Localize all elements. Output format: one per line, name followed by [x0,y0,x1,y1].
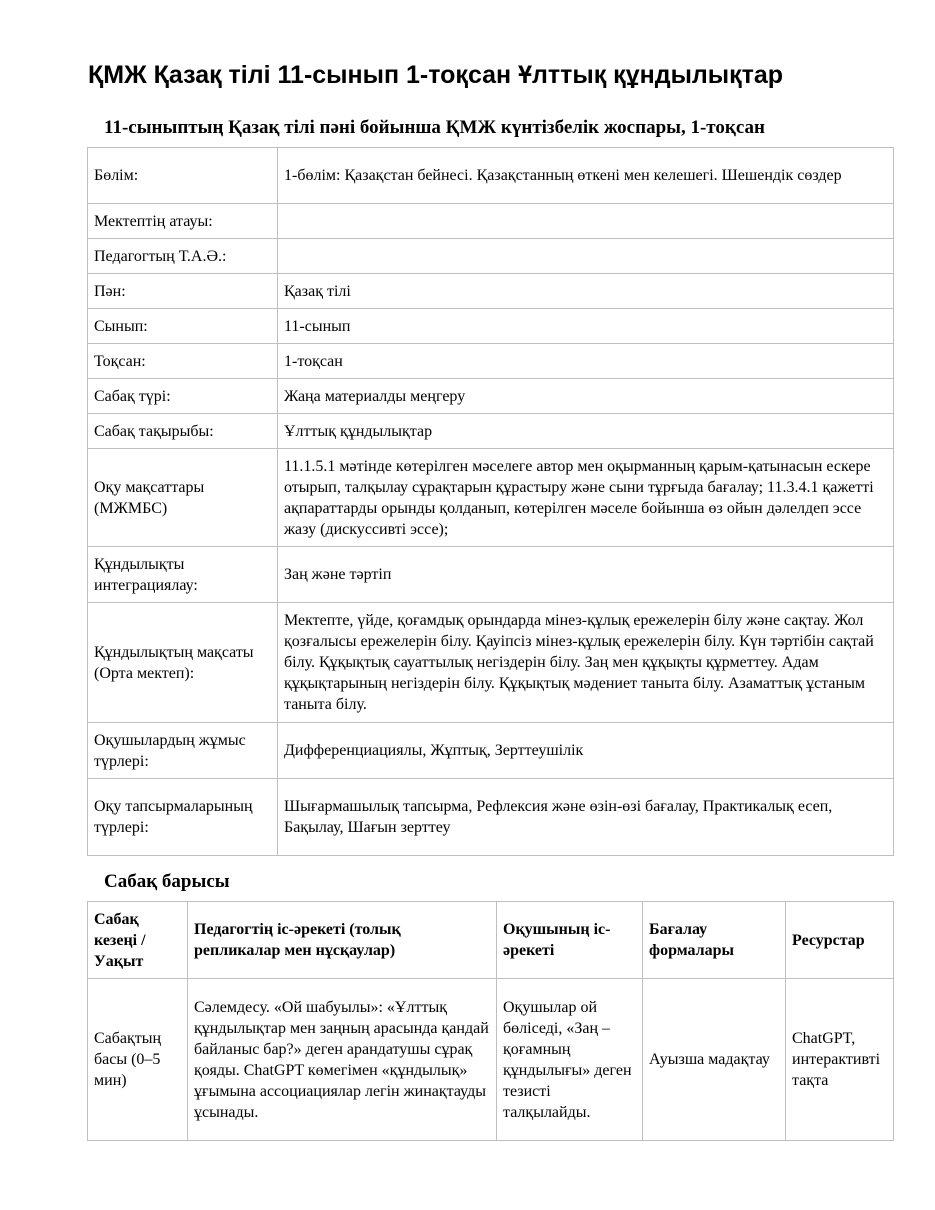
info-value [278,239,894,274]
header-stage-time: Сабақ кезеңі / Уақыт [88,902,188,979]
info-value: Ұлттық құндылықтар [278,414,894,449]
info-value: Заң және тәртіп [278,547,894,603]
info-label: Тоқсан: [88,344,278,379]
info-row-value-integration [88,547,894,603]
info-row-subject [88,274,894,309]
info-row-quarter [88,344,894,379]
info-label: Пән: [88,274,278,309]
lesson-info-table [87,147,894,856]
document-title: ҚМЖ Қазақ тілі 11-сынып 1-тоқсан Ұлттық құндылықтар [88,61,784,89]
lesson-header-row [88,902,894,979]
info-row-lesson-type [88,379,894,414]
info-value: 11-сынып [278,309,894,344]
info-row-grade [88,309,894,344]
info-value: Жаңа материалды меңгеру [278,379,894,414]
info-value: 11.1.5.1 мәтінде көтерілген мәселеге автор мен оқырманның қарым-қатынасын ескере отырып, талқылау сұрақтарын құрастыру және сыни тұрғыда бағалау; 11.3.4.1 қажетті ақпараттарды орынды қолданып, көтерілген мәселе бойынша өз ойын дәлелдеп эссе жазу (дискуссивті эссе); [278,449,894,547]
plan-title: 11-сыныптың Қазақ тілі пәні бойынша ҚМЖ күнтізбелік жоспары, 1-тоқсан [104,117,765,138]
header-assessment: Бағалау формалары [643,902,786,979]
info-row-work-types [88,723,894,779]
info-value: Мектепте, үйде, қоғамдық орындарда мінез-құлық ережелерін білу және сақтау. Жол қозғалысы ережелерін білу. Қауіпсіз мінез-құлық ережелерін білу. Күн тәртібін сақтай білу. Құқықтық сауаттылық негіздерін білу. Заң мен құқықты құрметтеу. Адам құқықтарының негіздерін білу. Құқықтық мәдениет таныта білу. Азаматтық ұстаным таныта білу. [278,603,894,723]
info-value: Дифференциациялы, Жұптық, Зерттеушілік [278,723,894,779]
info-row-teacher [88,239,894,274]
info-value: Шығармашылық тапсырма, Рефлексия және өзін-өзі бағалау, Практикалық есеп, Бақылау, Шағын зерттеу [278,779,894,856]
info-row-task-types [88,779,894,856]
info-label: Оқушылардың жұмыс түрлері: [88,723,278,779]
lesson-progress-title: Сабақ барысы [104,871,230,892]
info-value: 1-бөлім: Қазақстан бейнесі. Қазақстанның өткені мен келешегі. Шешендік сөздер [278,148,894,204]
info-value: 1-тоқсан [278,344,894,379]
teacher-activity: Сәлемдесу. «Ой шабуылы»: «Ұлттық құндылықтар мен заңның арасында қандай байланыс бар?» деген арандатушы сұрақ қояды. ChatGPT көмегімен «құндылық» ұғымына ассоциациялар легін жинақтауды ұсынады. [188,979,497,1141]
info-label: Бөлім: [88,148,278,204]
info-row-value-goal [88,603,894,723]
lesson-row-start [88,979,894,1141]
info-row-school [88,204,894,239]
resources: ChatGPT, интерактивті тақта [786,979,894,1141]
info-label: Оқу мақсаттары (МЖМБС) [88,449,278,547]
lesson-stage: Сабақтың басы (0–5 мин) [88,979,188,1141]
info-label: Педагогтың Т.А.Ә.: [88,239,278,274]
assessment-form: Ауызша мадақтау [643,979,786,1141]
student-activity: Оқушылар ой бөліседі, «Заң – қоғамның құндылығы» деген тезисті талқылайды. [497,979,643,1141]
lesson-progress-table [87,901,894,1141]
info-row-learning-objectives [88,449,894,547]
info-label: Құндылықты интеграциялау: [88,547,278,603]
header-student-activity: Оқушының іс-әрекеті [497,902,643,979]
info-row-lesson-topic [88,414,894,449]
info-value [278,204,894,239]
info-value: Қазақ тілі [278,274,894,309]
info-label: Сынып: [88,309,278,344]
info-label: Сабақ түрі: [88,379,278,414]
info-row-section [88,148,894,204]
info-label: Оқу тапсырмаларының түрлері: [88,779,278,856]
header-teacher-activity: Педагогтің іс-әрекеті (толық репликалар мен нұсқаулар) [188,902,497,979]
info-label: Құндылықтың мақсаты (Орта мектеп): [88,603,278,723]
info-label: Мектептің атауы: [88,204,278,239]
info-label: Сабақ тақырыбы: [88,414,278,449]
header-resources: Ресурстар [786,902,894,979]
